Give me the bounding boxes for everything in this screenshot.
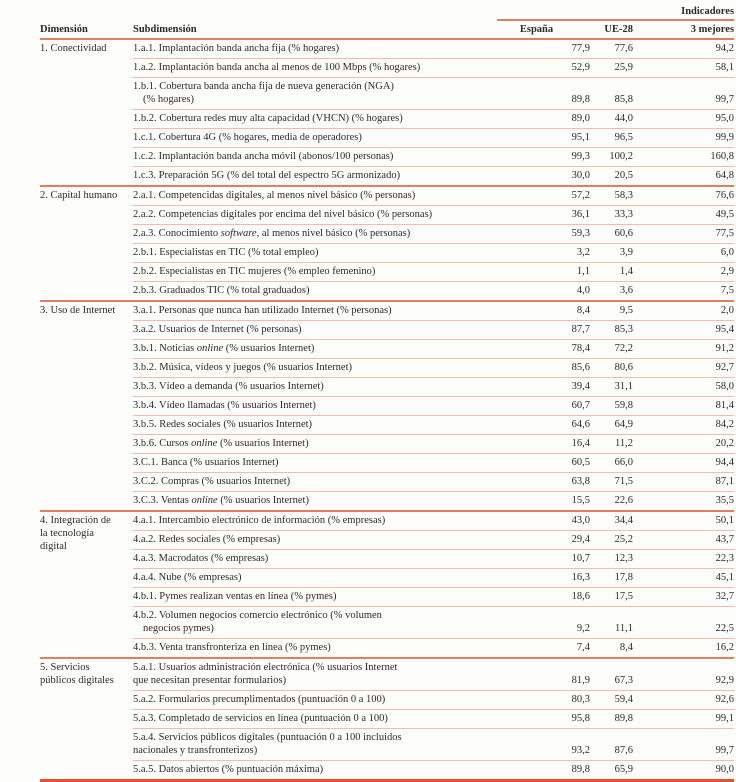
- value-espana: 30,0: [497, 167, 590, 187]
- value-espana: 95,8: [497, 710, 590, 729]
- subdimension-label: [133, 691, 497, 710]
- value-3mejores: 2,9: [633, 263, 734, 282]
- subdimension-label: [133, 607, 497, 639]
- subdimension-label: [133, 167, 497, 187]
- value-ue28: 59,8: [590, 397, 633, 416]
- value-ue28: 11,1: [590, 607, 633, 639]
- value-3mejores: 90,0: [633, 761, 734, 781]
- subdimension-text-part: 4.a.4. Nube (% empresas): [133, 572, 242, 583]
- header-spacer: [40, 3, 497, 20]
- value-ue28: 25,2: [590, 531, 633, 550]
- value-espana: 9,2: [497, 607, 590, 639]
- value-espana: 60,7: [497, 397, 590, 416]
- dimension-label: 1. Conectividad: [40, 39, 133, 186]
- value-3mejores: 6,0: [633, 244, 734, 263]
- table-row: [40, 454, 734, 473]
- value-ue28: 59,4: [590, 691, 633, 710]
- subdimension-label: [133, 301, 497, 321]
- subdimension-label: [133, 282, 497, 302]
- value-3mejores: 20,2: [633, 435, 734, 454]
- value-ue28: 85,8: [590, 78, 633, 110]
- col-header-subdimension: Subdimensión: [133, 20, 497, 39]
- value-espana: 60,5: [497, 454, 590, 473]
- value-3mejores: 45,1: [633, 569, 734, 588]
- table-row: [40, 550, 734, 569]
- subdimension-text-part: online: [196, 343, 224, 354]
- subdimension-text-part: 2.b.2. Especialistas en TIC mujeres (% empleo femenino): [133, 266, 376, 277]
- table-row: [40, 416, 734, 435]
- table-row: [40, 39, 734, 59]
- value-ue28: 3,9: [590, 244, 633, 263]
- value-espana: 16,4: [497, 435, 590, 454]
- subdimension-label: [133, 129, 497, 148]
- value-espana: 3,2: [497, 244, 590, 263]
- value-3mejores: 91,2: [633, 340, 734, 359]
- value-3mejores: 35,5: [633, 492, 734, 512]
- subdimension-label: [133, 78, 497, 110]
- value-3mejores: 160,8: [633, 148, 734, 167]
- value-espana: 89,0: [497, 110, 590, 129]
- value-3mejores: 22,5: [633, 607, 734, 639]
- value-3mejores: 84,2: [633, 416, 734, 435]
- value-3mejores: 76,6: [633, 186, 734, 206]
- value-espana: 52,9: [497, 59, 590, 78]
- subdimension-text-part: 3.b.3. Vídeo a demanda (% usuarios Internet): [133, 381, 324, 392]
- subdimension-label: [133, 378, 497, 397]
- subdimension-text-part: 5.a.3. Completado de servicios en línea (puntuación 0 a 100): [133, 713, 388, 724]
- table-row: [40, 359, 734, 378]
- value-espana: 16,3: [497, 569, 590, 588]
- subdimension-label: [133, 473, 497, 492]
- subdimension-text-part: 5.a.5. Datos abiertos (% puntuación máxima): [133, 764, 324, 775]
- table-row: [40, 225, 734, 244]
- table-row: [40, 569, 734, 588]
- value-3mejores: 2,0: [633, 301, 734, 321]
- value-3mejores: 87,1: [633, 473, 734, 492]
- subdimension-text-part: 1.c.1. Cobertura 4G (% hogares, media de operadores): [133, 132, 362, 143]
- value-ue28: 89,8: [590, 710, 633, 729]
- value-3mejores: 7,5: [633, 282, 734, 302]
- value-ue28: 58,3: [590, 186, 633, 206]
- value-ue28: 17,8: [590, 569, 633, 588]
- value-espana: 80,3: [497, 691, 590, 710]
- subdimension-text-part: 3.b.4. Vídeo llamadas (% usuarios Internet): [133, 400, 316, 411]
- indicators-group-header-row: [40, 3, 734, 20]
- subdimension-label: [133, 639, 497, 659]
- table-row: [40, 321, 734, 340]
- value-ue28: 85,3: [590, 321, 633, 340]
- col-header-3mejores: 3 mejores: [633, 20, 734, 39]
- subdimension-label: [133, 321, 497, 340]
- value-espana: 59,3: [497, 225, 590, 244]
- table-row: [40, 492, 734, 512]
- subdimension-label: [133, 359, 497, 378]
- subdimension-text-part: 3.b.6. Cursos: [133, 438, 192, 449]
- value-ue28: 3,6: [590, 282, 633, 302]
- subdimension-label: [133, 206, 497, 225]
- subdimension-text-part: 3.C.2. Compras (% usuarios Internet): [133, 476, 291, 487]
- value-ue28: 65,9: [590, 761, 633, 781]
- subdimension-text-part: que necesitan presentar formularios): [133, 675, 287, 686]
- value-espana: 64,6: [497, 416, 590, 435]
- subdimension-text-part: 4.a.1. Intercambio electrónico de información (% empresas): [133, 515, 386, 526]
- table-row: [40, 244, 734, 263]
- table-row: [40, 710, 734, 729]
- subdimension-text-part: 1.a.2. Implantación banda ancha al menos de 100 Mbps (% hogares): [133, 62, 421, 73]
- value-espana: 57,2: [497, 186, 590, 206]
- value-3mejores: 99,7: [633, 78, 734, 110]
- subdimension-text-part: 2.b.1. Especialistas en TIC (% total empleo): [133, 247, 319, 258]
- value-3mejores: 50,1: [633, 511, 734, 531]
- value-3mejores: 58,0: [633, 378, 734, 397]
- value-espana: 36,1: [497, 206, 590, 225]
- value-espana: 1,1: [497, 263, 590, 282]
- subdimension-label: [133, 454, 497, 473]
- table-row: [40, 110, 734, 129]
- subdimension-text-part: 4.a.2. Redes sociales (% empresas): [133, 534, 281, 545]
- subdimension-label: [133, 435, 497, 454]
- subdimension-label: [133, 110, 497, 129]
- subdimension-text-part: 4.a.3. Macrodatos (% empresas): [133, 553, 269, 564]
- subdimension-text-part: , al menos nivel básico (% personas): [256, 228, 411, 239]
- table-row: [40, 729, 734, 761]
- table-row: [40, 378, 734, 397]
- value-ue28: 8,4: [590, 639, 633, 659]
- value-3mejores: 32,7: [633, 588, 734, 607]
- table-row: [40, 78, 734, 110]
- subdimension-text-part: 4.b.3. Venta transfronteriza en línea (% pymes): [133, 642, 331, 653]
- table-row: [40, 340, 734, 359]
- subdimension-label: [133, 729, 497, 761]
- subdimension-label: [133, 710, 497, 729]
- value-espana: 18,6: [497, 588, 590, 607]
- subdimension-text-part: 1.a.1. Implantación banda ancha fija (% hogares): [133, 43, 340, 54]
- subdimension-label: [133, 397, 497, 416]
- value-ue28: 66,0: [590, 454, 633, 473]
- value-espana: 78,4: [497, 340, 590, 359]
- value-ue28: 77,6: [590, 39, 633, 59]
- indicators-group-header: Indicadores: [497, 3, 734, 20]
- table-row: [40, 206, 734, 225]
- subdimension-label: [133, 263, 497, 282]
- subdimension-label: [133, 761, 497, 781]
- table-row: [40, 167, 734, 187]
- subdimension-text-part: software: [220, 228, 257, 239]
- table-row: [40, 588, 734, 607]
- table-row: [40, 59, 734, 78]
- table-row: [40, 129, 734, 148]
- subdimension-text-part: 2.b.3. Graduados TIC (% total graduados): [133, 285, 310, 296]
- subdimension-text-part: 3.C.1. Banca (% usuarios Internet): [133, 457, 279, 468]
- subdimension-label: [133, 186, 497, 206]
- subdimension-label: [133, 148, 497, 167]
- subdimension-label: [133, 588, 497, 607]
- subdimension-text-part: 2.a.1. Competencidas digitales, al menos nivel básico (% personas): [133, 190, 416, 201]
- value-3mejores: 94,2: [633, 39, 734, 59]
- subdimension-text-part: 3.C.3. Ventas: [133, 495, 192, 506]
- table-row: [40, 435, 734, 454]
- value-ue28: 71,5: [590, 473, 633, 492]
- value-ue28: 44,0: [590, 110, 633, 129]
- subdimension-label: [133, 550, 497, 569]
- table-row: [40, 639, 734, 659]
- table-row: [40, 301, 734, 321]
- subdimension-label: [133, 416, 497, 435]
- subdimension-text-part: 5.a.1. Usuarios administración electrónica (% usuarios Internet: [133, 662, 398, 673]
- value-ue28: 60,6: [590, 225, 633, 244]
- value-3mejores: 99,9: [633, 129, 734, 148]
- value-3mejores: 81,4: [633, 397, 734, 416]
- column-header-row: [40, 20, 734, 39]
- value-ue28: 87,6: [590, 729, 633, 761]
- value-ue28: 20,5: [590, 167, 633, 187]
- value-ue28: 34,4: [590, 511, 633, 531]
- subdimension-label: [133, 511, 497, 531]
- subdimension-text-part: nacionales y transfronterizos): [133, 745, 258, 756]
- subdimension-text-part: (% usuarios Internet): [223, 343, 315, 354]
- value-ue28: 67,3: [590, 658, 633, 691]
- subdimension-text-part: 1.c.2. Implantación banda ancha móvil (abonos/100 personas): [133, 151, 394, 162]
- subdimension-text-part: 3.b.2. Música, vídeos y juegos (% usuarios Internet): [133, 362, 352, 373]
- subdimension-text-part: (% hogares): [143, 94, 195, 105]
- value-ue28: 80,6: [590, 359, 633, 378]
- subdimension-label: [133, 59, 497, 78]
- subdimension-text-part: 1.b.1. Cobertura banda ancha fija de nueva generación (NGA): [133, 81, 394, 92]
- value-3mejores: 43,7: [633, 531, 734, 550]
- value-espana: 99,3: [497, 148, 590, 167]
- subdimension-text-part: 2.a.3. Conocimiento: [133, 228, 221, 239]
- value-espana: 4,0: [497, 282, 590, 302]
- value-espana: 10,7: [497, 550, 590, 569]
- table-body: [40, 39, 734, 781]
- value-espana: 39,4: [497, 378, 590, 397]
- subdimension-label: [133, 39, 497, 59]
- value-espana: 29,4: [497, 531, 590, 550]
- value-ue28: 17,5: [590, 588, 633, 607]
- value-ue28: 64,9: [590, 416, 633, 435]
- col-header-ue28: UE-28: [590, 20, 633, 39]
- subdimension-text-part: 4.b.2. Volumen negocios comercio electrónico (% volumen: [133, 610, 382, 621]
- table-row: [40, 511, 734, 531]
- value-3mejores: 94,4: [633, 454, 734, 473]
- subdimension-text-part: (% usuarios Internet): [217, 438, 309, 449]
- value-espana: 15,5: [497, 492, 590, 512]
- subdimension-label: [133, 244, 497, 263]
- value-ue28: 1,4: [590, 263, 633, 282]
- value-ue28: 9,5: [590, 301, 633, 321]
- table-row: [40, 761, 734, 781]
- value-ue28: 11,2: [590, 435, 633, 454]
- value-ue28: 22,6: [590, 492, 633, 512]
- value-3mejores: 99,1: [633, 710, 734, 729]
- table-row: [40, 148, 734, 167]
- table-row: [40, 282, 734, 302]
- subdimension-text-part: (% usuarios Internet): [217, 495, 309, 506]
- value-espana: 77,9: [497, 39, 590, 59]
- subdimension-label: [133, 340, 497, 359]
- table-row: [40, 263, 734, 282]
- subdimension-text-part: 3.a.2. Usuarios de Internet (% personas): [133, 324, 302, 335]
- dimension-label: 5. Servicios públicos digitales: [40, 658, 133, 781]
- subdimension-label: [133, 658, 497, 691]
- subdimension-text-part: 3.a.1. Personas que nunca han utilizado Internet (% personas): [133, 305, 392, 316]
- value-espana: 63,8: [497, 473, 590, 492]
- dimension-label: 3. Uso de Internet: [40, 301, 133, 511]
- value-3mejores: 99,7: [633, 729, 734, 761]
- value-espana: 89,8: [497, 78, 590, 110]
- value-3mejores: 64,8: [633, 167, 734, 187]
- value-3mejores: 77,5: [633, 225, 734, 244]
- value-ue28: 33,3: [590, 206, 633, 225]
- subdimension-text-part: 1.b.2. Cobertura redes muy alta capacidad (VHCN) (% hogares): [133, 113, 403, 124]
- value-3mejores: 22,3: [633, 550, 734, 569]
- subdimension-text-part: negocios pymes): [143, 623, 214, 634]
- value-3mejores: 95,0: [633, 110, 734, 129]
- value-espana: 95,1: [497, 129, 590, 148]
- table-row: [40, 186, 734, 206]
- subdimension-label: [133, 492, 497, 512]
- table-row: [40, 691, 734, 710]
- subdimension-text-part: 3.b.5. Redes sociales (% usuarios Internet): [133, 419, 313, 430]
- table-row: [40, 397, 734, 416]
- subdimension-text-part: 4.b.1. Pymes realizan ventas en línea (% pymes): [133, 591, 337, 602]
- subdimension-text-part: 1.c.3. Preparación 5G (% del total del espectro 5G armonizado): [133, 170, 401, 181]
- value-ue28: 31,1: [590, 378, 633, 397]
- dimension-label: 4. Integración de la tecnología digital: [40, 511, 133, 658]
- value-3mejores: 58,1: [633, 59, 734, 78]
- subdimension-text-part: 5.a.4. Servicios públicos digitales (puntuación 0 a 100 incluidos: [133, 732, 402, 743]
- value-espana: 43,0: [497, 511, 590, 531]
- subdimension-text-part: 2.a.2. Competencias digitales por encima del nivel básico (% personas): [133, 209, 433, 220]
- subdimension-text-part: 3.b.1. Noticias: [133, 343, 197, 354]
- value-espana: 81,9: [497, 658, 590, 691]
- table-row: [40, 531, 734, 550]
- value-espana: 93,2: [497, 729, 590, 761]
- subdimension-text-part: online: [191, 495, 218, 506]
- subdimension-text-part: 5.a.2. Formularios precumplimentados (puntuación 0 a 100): [133, 694, 386, 705]
- value-3mejores: 49,5: [633, 206, 734, 225]
- subdimension-label: [133, 531, 497, 550]
- subdimension-label: [133, 569, 497, 588]
- value-espana: 87,7: [497, 321, 590, 340]
- table-row: [40, 607, 734, 639]
- value-ue28: 12,3: [590, 550, 633, 569]
- value-espana: 85,6: [497, 359, 590, 378]
- table-row: [40, 658, 734, 691]
- value-ue28: 25,9: [590, 59, 633, 78]
- dimension-label: 2. Capital humano: [40, 186, 133, 301]
- value-espana: 7,4: [497, 639, 590, 659]
- value-ue28: 96,5: [590, 129, 633, 148]
- subdimension-text-part: online: [191, 438, 218, 449]
- subdimension-label: [133, 225, 497, 244]
- value-3mejores: 95,4: [633, 321, 734, 340]
- value-espana: 89,8: [497, 761, 590, 781]
- value-3mejores: 92,9: [633, 658, 734, 691]
- table-row: [40, 473, 734, 492]
- value-3mejores: 92,6: [633, 691, 734, 710]
- value-espana: 8,4: [497, 301, 590, 321]
- value-ue28: 72,2: [590, 340, 633, 359]
- indicators-table: [40, 3, 734, 782]
- value-ue28: 100,2: [590, 148, 633, 167]
- col-header-dimension: Dimensión: [40, 20, 133, 39]
- value-3mejores: 92,7: [633, 359, 734, 378]
- value-3mejores: 16,2: [633, 639, 734, 659]
- col-header-espana: España: [497, 20, 590, 39]
